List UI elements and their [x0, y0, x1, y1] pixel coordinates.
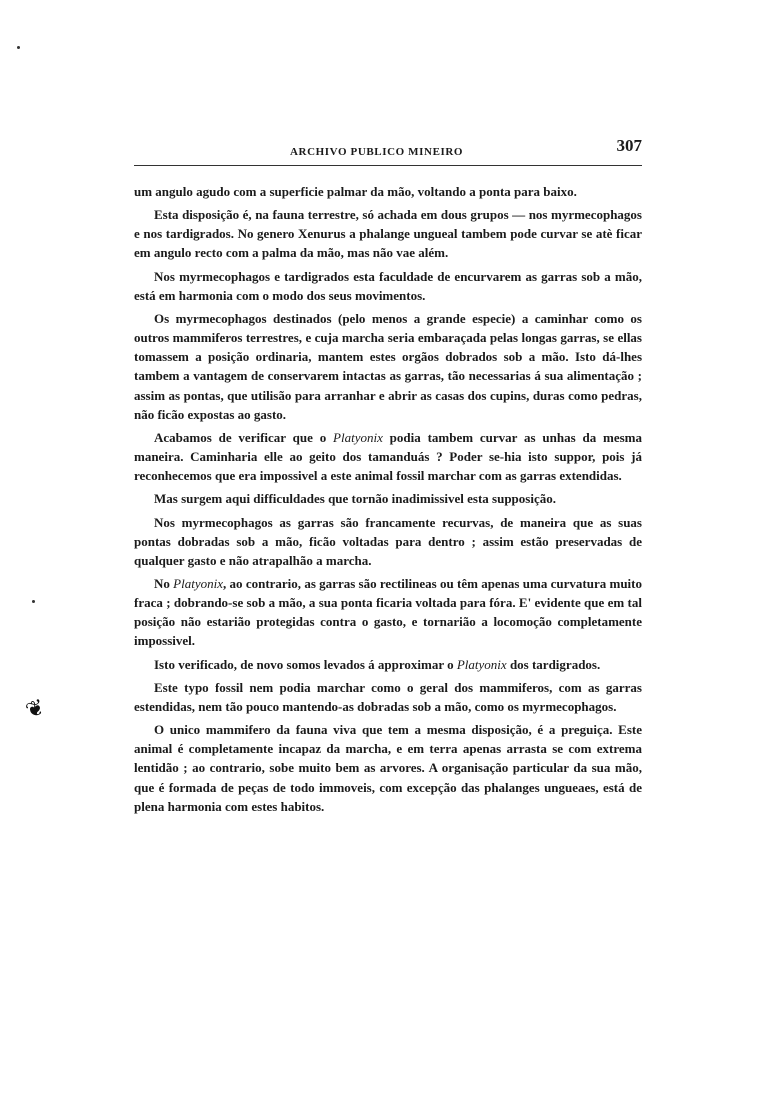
paragraph: Nos myrmecophagos e tardigrados esta faculdade de encurvarem as garras sob a mão, está em harmonia com o modo dos seus movimentos. — [134, 268, 642, 303]
genus-name: Platyonix — [456, 656, 507, 672]
paragraph: um angulo agudo com a superficie palmar da mão, voltando a ponta para baixo. — [134, 184, 577, 199]
paragraph: Nos myrmecophagos as garras são francamente recurvas, de maneira que as suas pontas dobradas sob a mão, ficão voltadas para dentro ; assim estão preservadas de qualquer gasto e não atrapalhão a marcha. — [134, 514, 642, 568]
paragraph: O unico mammifero da fauna viva que tem a mesma disposição, é a preguiça. Este animal é completamente incapaz da marcha, e em terra apenas arrasta se com extrema lentidão ; ao contrario, sobe muito bem as arvores. A organisação particular da sua mão, que é formada de peças de todo immoveis, com excepção das phalanges ungueaes, está de plena harmonia com estes habitos. — [134, 722, 642, 814]
page-number: 307 — [616, 136, 642, 155]
paragraph-text: dos tardigrados. — [506, 656, 601, 672]
paragraph: Esta disposição é, na fauna terrestre, só achada em dous grupos — nos myrmecophagos e nos tardigrados. No genero Xenurus a phalange ungueal tambem pode curvar se atè ficar em angulo recto com a palma da mão, mas não vae além. — [134, 207, 642, 261]
paragraph — [134, 574, 642, 651]
ink-blot-icon: ❦ — [22, 693, 48, 724]
speck-mark — [17, 46, 20, 49]
genus-name: Platyonix — [173, 575, 223, 591]
running-title: ARCHIVO PUBLICO MINEIRO — [290, 146, 464, 158]
paragraph-text: Isto verificado, de novo somos levados á approximar o — [154, 656, 457, 672]
speck-mark — [32, 600, 35, 603]
body-text — [134, 182, 642, 820]
paragraph-text: , ao contrario, as garras são rectilineas ou têm apenas uma curvatura muito fraca ; dobrando-se sob a mão, a sua ponta ficaria voltada para fóra. E' evidente que em tal posição não estarião protegidas contra o gasto, e tornarião a locomoção completamente impossivel. — [134, 575, 642, 649]
paragraph-text: No — [154, 575, 174, 591]
header-rule — [134, 165, 642, 166]
paragraph — [134, 655, 642, 674]
paragraph — [134, 428, 642, 485]
paragraph: Mas surgem aqui difficuldades que tornão inadimissivel esta supposição. — [154, 491, 556, 507]
paragraph-text: podia tambem curvar as unhas da mesma maneira. Caminharia elle ao geito dos tamanduás ? Poder se-hia isto suppor, pois já reconhecemos que era impossivel a este animal fossil marchar com as garras extendidas. — [134, 429, 643, 484]
page-header — [134, 136, 642, 168]
paragraph-text: Acabamos de verificar que o — [154, 429, 334, 445]
genus-name: Platyonix — [333, 429, 383, 445]
paragraph: Este typo fossil nem podia marchar como o geral dos mammiferos, com as garras estendidas, nem tão pouco mantendo-as dobradas sob a mão, como os myrmecophagos. — [134, 679, 642, 714]
paragraph: Os myrmecophagos destinados (pelo menos a grande especie) a caminhar como os outros mammiferos terrestres, e cuja marcha seria embaraçada pelas longas garras, se ellas tomassem a posição ordinaria, mantem estes orgãos dobrados sob a mão. Isto dá-lhes tambem a vantagem de conservarem intactas as garras, tão necessarias á sua alimentação ; assim as pontas, que utilisão para arranhar e abrir as casas dos cupins, duras como pedras, não ficão expostas ao gasto. — [134, 310, 642, 422]
